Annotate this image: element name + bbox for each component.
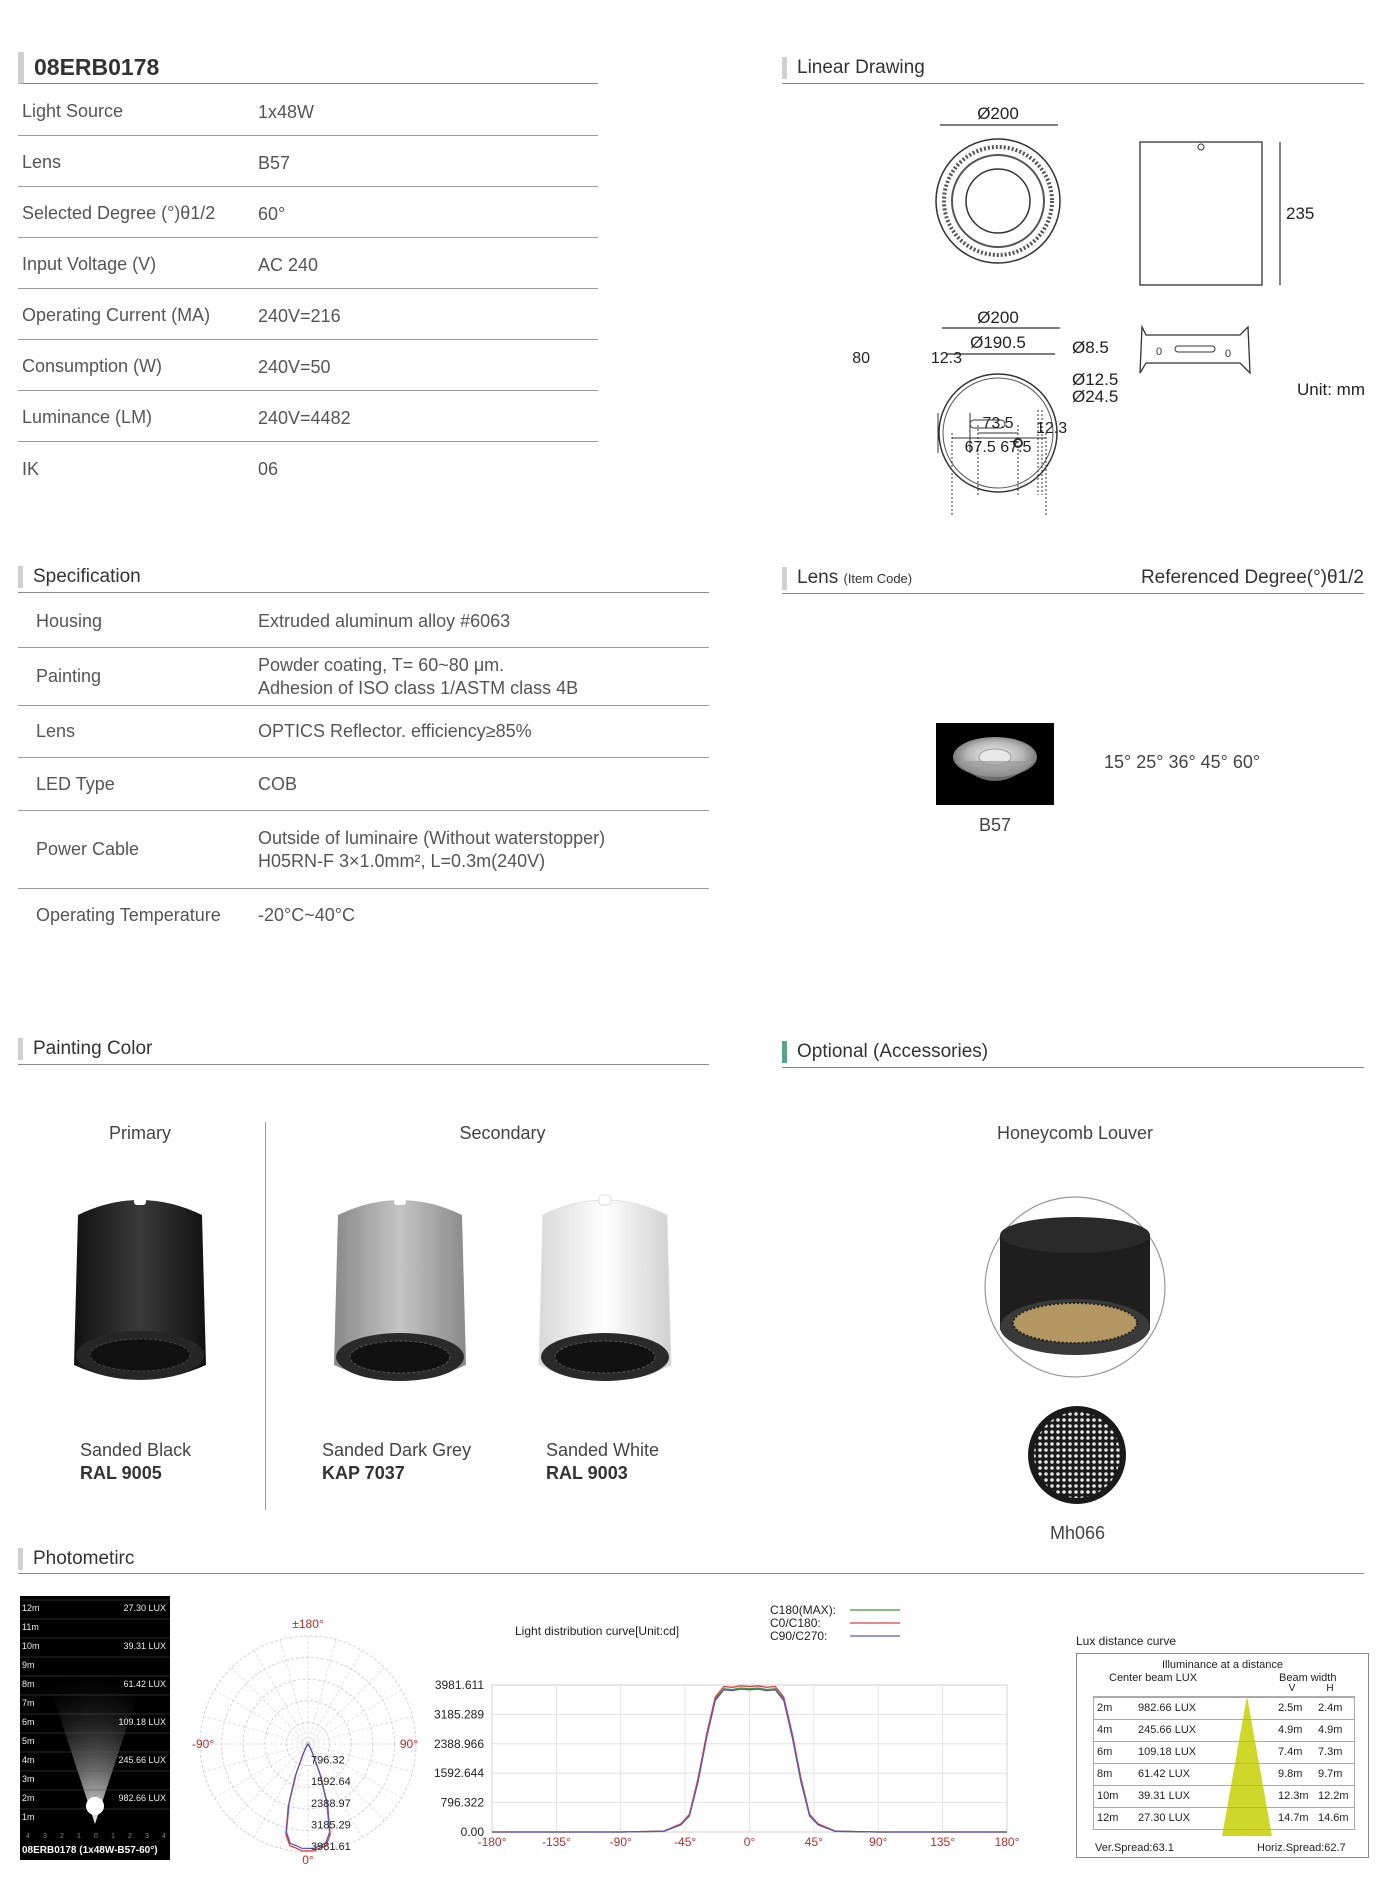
spec-value-line1: OPTICS Reflector. efficiency≥85% <box>258 721 532 741</box>
light-distribution-chart <box>433 1600 1065 1866</box>
lux-h-label: H <box>1326 1683 1334 1694</box>
spec-value-line1: COB <box>258 773 298 794</box>
spec-value-line2: H05RN-F 3×1.0mm², L=0.3m(240V) <box>258 850 546 871</box>
beam-lux: 245.66 LUX <box>118 1755 166 1765</box>
beam-x-tick: 1 <box>77 1833 81 1840</box>
color-name-grey: Sanded Dark Grey <box>322 1440 472 1460</box>
white-luminaire <box>535 1185 675 1395</box>
polar-ring-label: 2388.97 <box>311 1797 351 1810</box>
polar-ring-label: 3981.61 <box>311 1841 351 1853</box>
beam-meter: 6m <box>22 1717 35 1727</box>
svg-text:0: 0 <box>1225 348 1232 360</box>
beam-caption: 08ERB0178 (1x48W-B57-60°) <box>20 1844 170 1857</box>
photometric-title: Photometirc <box>18 1548 134 1570</box>
lux-beam-label: Beam width <box>1279 1672 1337 1684</box>
color-name-white: Sanded White <box>546 1440 660 1460</box>
lux-distance-title: Lux distance curve <box>1076 1634 1177 1648</box>
ldc-y-tick: 796.322 <box>440 1795 484 1810</box>
ldc-x-tick: -90° <box>609 1835 632 1849</box>
ldc-y-tick: 0.00 <box>460 1825 484 1839</box>
product-row-value: 240V=50 <box>258 356 331 377</box>
lux-beam-h: 7.3m <box>1318 1746 1343 1758</box>
spec-row-value <box>258 904 355 927</box>
beam-meter: 11m <box>22 1622 39 1632</box>
spec-row-label: Power Cable <box>36 839 140 859</box>
lux-beam-h: 9.7m <box>1318 1768 1343 1780</box>
optional-rule <box>782 1067 1364 1068</box>
product-row <box>18 394 598 442</box>
primary-label: Primary <box>109 1123 171 1143</box>
product-row <box>18 139 598 187</box>
lens-title-text: Lens <box>797 567 839 588</box>
product-code: 08ERB0178 <box>34 54 160 80</box>
lux-row <box>1093 1697 1355 1717</box>
secondary-label: Secondary <box>459 1123 546 1143</box>
specification-rule <box>18 592 709 593</box>
dim-73-5: 73.5 <box>982 415 1014 432</box>
beam-meter: 5m <box>22 1736 35 1746</box>
dim-12-5: Ø12.5 <box>1072 370 1119 389</box>
product-row-label: Operating Current (MA) <box>22 305 211 325</box>
product-row <box>18 445 598 493</box>
spec-value-line1: Outside of luminaire (Without waterstopper) <box>258 827 606 848</box>
lux-distance: 2m <box>1097 1702 1113 1714</box>
beam-lux: 109.18 LUX <box>118 1717 166 1727</box>
lux-beam-h: 14.6m <box>1318 1812 1349 1824</box>
lens-image <box>936 723 1054 805</box>
dim-height: 235 <box>1286 204 1315 223</box>
product-row <box>18 292 598 340</box>
dim-dia3: Ø190.5 <box>970 333 1026 352</box>
color-code-grey: KAP 7037 <box>322 1463 405 1483</box>
lens-rule <box>782 593 1364 594</box>
dim-8-5: Ø8.5 <box>1072 338 1109 357</box>
product-row-label: Luminance (LM) <box>22 407 153 427</box>
product-code-bar <box>18 52 598 84</box>
spec-row-label: Painting <box>36 666 102 686</box>
beam-meter: 4m <box>22 1755 35 1765</box>
lux-row <box>1093 1741 1355 1761</box>
product-row-label: Selected Degree (°)θ1/2 <box>22 203 216 223</box>
lux-distance: 12m <box>1097 1812 1119 1824</box>
spec-row <box>18 811 709 889</box>
ldc-legend-label: C180(MAX): <box>770 1603 837 1617</box>
spec-row <box>18 596 709 648</box>
spec-row <box>18 706 709 758</box>
ldc-y-tick: 1592.644 <box>433 1766 484 1781</box>
ldc-x-tick: -180° <box>477 1835 507 1849</box>
lux-beam-v: 14.7m <box>1278 1812 1309 1824</box>
optional-title: Optional (Accessories) <box>782 1041 988 1063</box>
spec-row-label: LED Type <box>36 773 115 794</box>
beam-lux: 982.66 LUX <box>118 1793 166 1803</box>
polar-left: -90° <box>192 1737 215 1751</box>
ldc-y-tick: 3185.289 <box>433 1707 484 1722</box>
dim-dia2: Ø200 <box>977 308 1019 327</box>
lux-center-label: Center beam LUX <box>1109 1672 1198 1684</box>
polar-ring-label: 796.32 <box>311 1754 345 1767</box>
spec-value-line1: Powder coating, T= 60~80 μm. <box>258 654 505 675</box>
honeycomb-title: Honeycomb Louver <box>996 1123 1154 1143</box>
dim-12-3b: 12.3 <box>1036 420 1068 437</box>
product-row-label: Input Voltage (V) <box>22 254 157 274</box>
ldc-legend-label: C0/C180: <box>770 1616 821 1630</box>
beam-lux: 27.30 LUX <box>123 1603 166 1613</box>
honeycomb-disc-image <box>1025 1405 1130 1505</box>
ldc-y-tick: 2388.966 <box>433 1736 484 1751</box>
ldc-x-tick: 180° <box>994 1835 1020 1849</box>
black-luminaire <box>70 1185 210 1395</box>
product-row-value: 240V=216 <box>258 305 341 326</box>
dim-12-3a: 12.3 <box>930 350 962 367</box>
spec-row-label: Operating Temperature <box>36 904 221 925</box>
honeycomb-code: Mh066 <box>1049 1523 1106 1543</box>
polar-ring-label: 3185.29 <box>311 1819 351 1832</box>
beam-x-tick: 3 <box>145 1833 149 1840</box>
beam-lux: 39.31 LUX <box>123 1641 166 1651</box>
lux-distance: 6m <box>1097 1746 1113 1758</box>
ver-spread: Ver.Spread:63.1 <box>1095 1842 1174 1854</box>
spec-row <box>18 758 709 811</box>
dim-top-dia: Ø200 <box>977 104 1019 123</box>
beam-meter: 12m <box>22 1603 40 1613</box>
polar-bottom: 0° <box>302 1853 314 1867</box>
polar-right: 90° <box>399 1737 418 1751</box>
spec-value-line2: Adhesion of ISO class 1/ASTM class 4B <box>258 677 579 698</box>
product-row-value: 1x48W <box>258 101 315 122</box>
painting-rule <box>18 1064 709 1065</box>
spec-row-value <box>258 654 578 700</box>
beam-meter: 1m <box>22 1812 35 1822</box>
beam-meter: 3m <box>22 1774 35 1784</box>
ldc-x-tick: 45° <box>804 1835 823 1849</box>
lens-ref-title: Referenced Degree(°)θ1/2 <box>1140 567 1364 588</box>
spec-row-value <box>258 773 297 796</box>
ldc-x-tick: 135° <box>930 1835 956 1849</box>
lux-beam-h: 2.4m <box>1318 1702 1343 1714</box>
color-name-black: Sanded Black <box>80 1440 192 1460</box>
hor-spread: Horiz.Spread:62.7 <box>1257 1842 1346 1854</box>
spec-row-label: Lens <box>36 721 76 741</box>
dim-67-5: 67.5 67.5 <box>964 439 1032 456</box>
linear-drawing-rule <box>782 83 1364 84</box>
lux-beam-v: 4.9m <box>1278 1724 1303 1736</box>
ldc-x-tick: -45° <box>674 1835 697 1849</box>
lens-item-code: B57 <box>978 815 1012 835</box>
lux-value: 109.18 LUX <box>1138 1746 1197 1758</box>
spec-row-value <box>258 610 510 633</box>
product-row <box>18 343 598 391</box>
lux-beam-v: 12.3m <box>1278 1790 1309 1802</box>
ldc-title: Light distribution curve[Unit:cd] <box>515 1624 680 1638</box>
beam-meter: 9m <box>22 1660 35 1670</box>
product-row-label: Lens <box>22 152 62 172</box>
color-code-black: RAL 9005 <box>80 1463 162 1483</box>
ldc-x-tick: -135° <box>541 1835 571 1849</box>
polar-ring-label: 1592.64 <box>311 1776 351 1789</box>
beam-x-tick: 2 <box>60 1833 64 1840</box>
photometric-rule <box>18 1573 1364 1574</box>
beam-x-tick: 3 <box>43 1833 47 1840</box>
linear-drawing-title: Linear Drawing <box>782 57 925 79</box>
lux-row <box>1093 1785 1355 1805</box>
painting-divider <box>265 1122 266 1510</box>
product-row-value: B57 <box>258 152 291 173</box>
product-row <box>18 241 598 289</box>
unit-label: Unit: mm <box>1297 380 1365 399</box>
beam-meter: 7m <box>22 1698 35 1708</box>
honeycomb-louver-image <box>980 1195 1180 1385</box>
lens-degrees: 15° 25° 36° 45° 60° <box>1104 752 1261 772</box>
side-view <box>1140 142 1262 285</box>
beam-meter: 8m <box>22 1679 35 1689</box>
beam-panel <box>20 1596 170 1860</box>
dim-24-5: Ø24.5 <box>1072 387 1119 406</box>
lux-value: 982.66 LUX <box>1138 1702 1197 1714</box>
lux-v-label: V <box>1288 1683 1296 1694</box>
product-row-value: AC 240 <box>258 254 319 275</box>
lux-row <box>1093 1719 1355 1739</box>
painting-title: Painting Color <box>18 1038 152 1060</box>
spec-row-value <box>258 720 532 743</box>
product-row-value: 06 <box>258 459 279 479</box>
lux-distance-box <box>1076 1653 1369 1858</box>
lux-value: 27.30 LUX <box>1138 1812 1190 1824</box>
beam-meter: 2m <box>22 1793 35 1803</box>
lux-distance: 8m <box>1097 1768 1113 1780</box>
beam-x-tick: 2 <box>128 1833 132 1840</box>
spec-row-value <box>258 827 605 873</box>
polar-chart <box>180 1606 430 1866</box>
spec-row <box>18 889 709 941</box>
beam-x-tick: 4 <box>26 1833 30 1840</box>
lens-title-small: (Item Code) <box>843 571 913 586</box>
lux-row <box>1093 1807 1355 1827</box>
product-row-value: 240V=4482 <box>258 407 351 428</box>
lux-distance: 10m <box>1097 1790 1119 1802</box>
dim-80: 80 <box>852 350 870 367</box>
grey-luminaire <box>330 1185 470 1395</box>
lux-table-title: Illuminance at a distance <box>1161 1659 1284 1671</box>
product-row-label: Consumption (W) <box>22 356 163 376</box>
beam-meter: 10m <box>22 1641 40 1651</box>
product-row-value: 60° <box>258 203 286 224</box>
polar-top: ±180° <box>292 1617 324 1631</box>
lux-beam-h: 4.9m <box>1318 1724 1343 1736</box>
ldc-x-tick: 0° <box>743 1835 756 1849</box>
linear-drawing <box>850 95 1370 550</box>
svg-text:0: 0 <box>1156 346 1163 358</box>
beam-x-tick: 0 <box>94 1833 98 1840</box>
lux-beam-v: 7.4m <box>1278 1746 1303 1758</box>
beam-x-tick: 1 <box>111 1833 115 1840</box>
ldc-x-tick: 90° <box>869 1835 888 1849</box>
spec-value-line1: -20°C~40°C <box>258 904 355 925</box>
lux-distance: 4m <box>1097 1724 1113 1736</box>
specification-title: Specification <box>18 566 141 588</box>
lux-value: 245.66 LUX <box>1138 1724 1197 1736</box>
ldc-legend-label: C90/C270: <box>770 1629 828 1643</box>
ldc-y-tick: 3981.611 <box>434 1678 484 1692</box>
product-row-label: Light Source <box>22 101 124 121</box>
beam-x-tick: 4 <box>162 1833 166 1840</box>
lens-title <box>782 567 912 590</box>
product-row <box>18 190 598 238</box>
lux-value: 39.31 LUX <box>1138 1790 1190 1802</box>
spec-row-label: Housing <box>36 611 103 631</box>
color-code-white: RAL 9003 <box>546 1463 628 1483</box>
product-row <box>18 88 598 136</box>
lux-beam-v: 2.5m <box>1278 1702 1303 1714</box>
lux-row <box>1093 1763 1355 1783</box>
lux-value: 61.42 LUX <box>1138 1768 1190 1780</box>
beam-lux: 61.42 LUX <box>123 1679 166 1689</box>
product-row-label: IK <box>22 458 40 479</box>
lux-beam-h: 12.2m <box>1318 1790 1349 1802</box>
spec-value-line1: Extruded aluminum alloy #6063 <box>258 611 511 631</box>
spec-row <box>18 648 709 706</box>
lux-beam-v: 9.8m <box>1278 1768 1303 1780</box>
